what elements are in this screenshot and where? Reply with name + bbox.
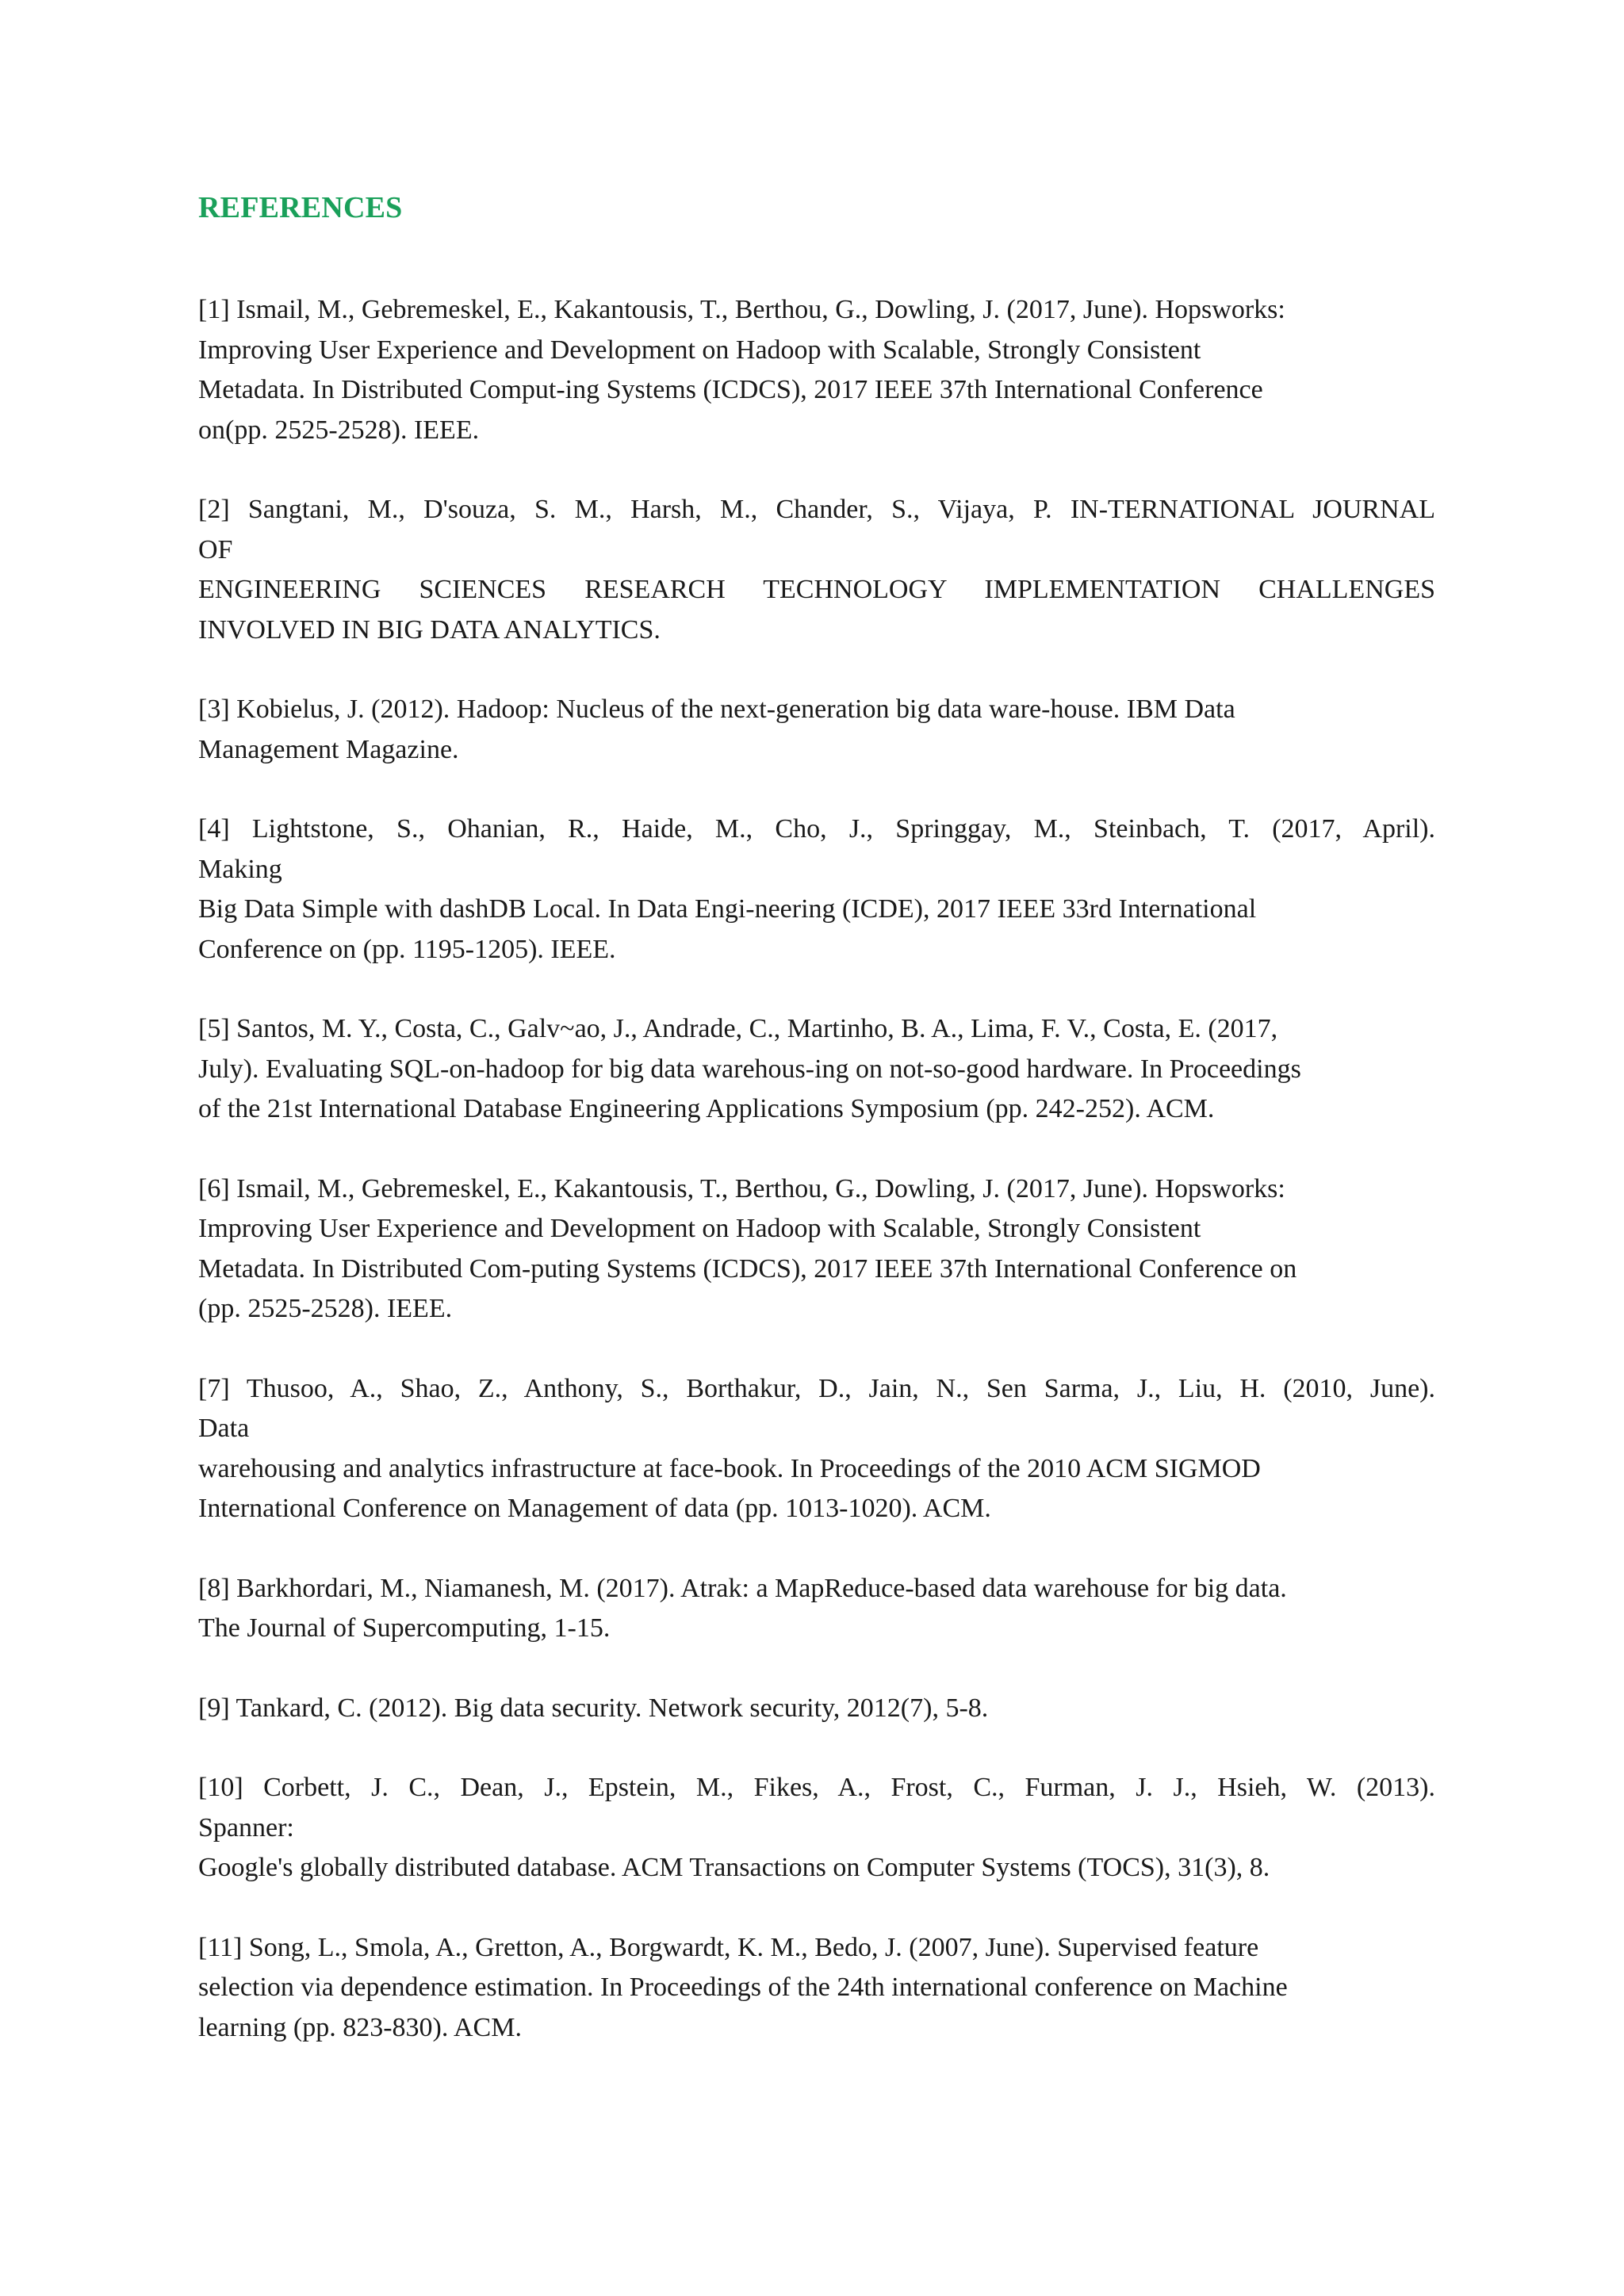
- reference-line: [8] Barkhordari, M., Niamanesh, M. (2017). Atrak: a MapReduce-based data warehouse for big data.: [198, 1573, 1287, 1603]
- reference-item: [198, 1768, 1435, 1888]
- reference-line: (pp. 2525-2528). IEEE.: [198, 1294, 453, 1323]
- reference-line: Google's globally distributed database. ACM Transactions on Computer Systems (TOCS), 31(3), 8.: [198, 1853, 1270, 1882]
- reference-item: [198, 1928, 1435, 2049]
- section-heading: REFERENCES: [198, 191, 403, 224]
- reference-line: of the 21st International Database Engineering Applications Symposium (pp. 242-252). ACM.: [198, 1094, 1215, 1123]
- reference-item: [198, 809, 1435, 970]
- reference-line: [1] Ismail, M., Gebremeskel, E., Kakantousis, T., Berthou, G., Dowling, J. (2017, June). Hopsworks:: [198, 295, 1285, 324]
- reference-line: on(pp. 2525-2528). IEEE.: [198, 415, 480, 445]
- reference-item: [198, 1369, 1435, 1529]
- reference-line: [10] Corbett, J. C., Dean, J., Epstein, M., Fikes, A., Frost, C., Furman, J. J., Hsieh, W. (2013).: [198, 1773, 1435, 1802]
- reference-line: [5] Santos, M. Y., Costa, C., Galv~ao, J., Andrade, C., Martinho, B. A., Lima, F. V., Costa, E. (2017,: [198, 1014, 1278, 1043]
- reference-item: [198, 1169, 1435, 1330]
- reference-line: [7] Thusoo, A., Shao, Z., Anthony, S., Borthakur, D., Jain, N., Sen Sarma, J., Liu, H. (2010, June).: [198, 1373, 1435, 1403]
- reference-line: [9] Tankard, C. (2012). Big data security. Network security, 2012(7), 5-8.: [198, 1693, 989, 1723]
- reference-item: [198, 1689, 1435, 1729]
- reference-line: OF: [198, 534, 233, 564]
- reference-item: [198, 1569, 1435, 1649]
- reference-line: Spanner:: [198, 1812, 294, 1843]
- reference-line: [3] Kobielus, J. (2012). Hadoop: Nucleus of the next-generation big data ware-house. IBM Data: [198, 695, 1235, 724]
- reference-line: [6] Ismail, M., Gebremeskel, E., Kakantousis, T., Berthou, G., Dowling, J. (2017, June). Hopsworks:: [198, 1173, 1285, 1203]
- reference-line: Improving User Experience and Development on Hadoop with Scalable, Strongly Consistent: [198, 1214, 1201, 1243]
- reference-line: Data: [198, 1414, 250, 1443]
- reference-item: [198, 690, 1435, 770]
- reference-line: Conference on (pp. 1195-1205). IEEE.: [198, 934, 616, 964]
- reference-line: Big Data Simple with dashDB Local. In Data Engi-neering (ICDE), 2017 IEEE 33rd International: [198, 894, 1257, 924]
- reference-list: [198, 290, 1435, 2048]
- reference-item: [198, 1009, 1435, 1130]
- reference-line: The Journal of Supercomputing, 1-15.: [198, 1613, 611, 1643]
- reference-line: Management Magazine.: [198, 734, 459, 764]
- reference-line: [2] Sangtani, M., D'souza, S. M., Harsh, M., Chander, S., Vijaya, P. IN-TERNATIONAL JOURNAL: [198, 495, 1435, 524]
- reference-line: Improving User Experience and Development on Hadoop with Scalable, Strongly Consistent: [198, 335, 1201, 365]
- reference-line: ENGINEERING SCIENCES RESEARCH TECHNOLOGY IMPLEMENTATION CHALLENGES: [198, 575, 1435, 604]
- reference-line: Metadata. In Distributed Comput-ing Systems (ICDCS), 2017 IEEE 37th International Conference: [198, 375, 1263, 404]
- reference-item: [198, 490, 1435, 650]
- reference-line: warehousing and analytics infrastructure at face-book. In Proceedings of the 2010 ACM SIGMOD: [198, 1453, 1261, 1483]
- reference-line: Making: [198, 854, 282, 884]
- reference-line: International Conference on Management of data (pp. 1013-1020). ACM.: [198, 1494, 991, 1523]
- reference-line: Metadata. In Distributed Com-puting Systems (ICDCS), 2017 IEEE 37th International Conference on: [198, 1253, 1297, 1284]
- reference-item: [198, 290, 1435, 450]
- reference-line: [4] Lightstone, S., Ohanian, R., Haide, M., Cho, J., Springgay, M., Steinbach, T. (2017, April).: [198, 814, 1435, 844]
- reference-line: INVOLVED IN BIG DATA ANALYTICS.: [198, 614, 661, 645]
- reference-line: learning (pp. 823-830). ACM.: [198, 2012, 522, 2042]
- reference-line: [11] Song, L., Smola, A., Gretton, A., Borgwardt, K. M., Bedo, J. (2007, June). Supervised feature: [198, 1932, 1259, 1962]
- reference-line: July). Evaluating SQL-on-hadoop for big data warehous-ing on not-so-good hardware. In Proceedings: [198, 1054, 1301, 1084]
- references-page: [198, 189, 1435, 2087]
- reference-line: selection via dependence estimation. In Proceedings of the 24th international conference on Machine: [198, 1973, 1288, 2002]
